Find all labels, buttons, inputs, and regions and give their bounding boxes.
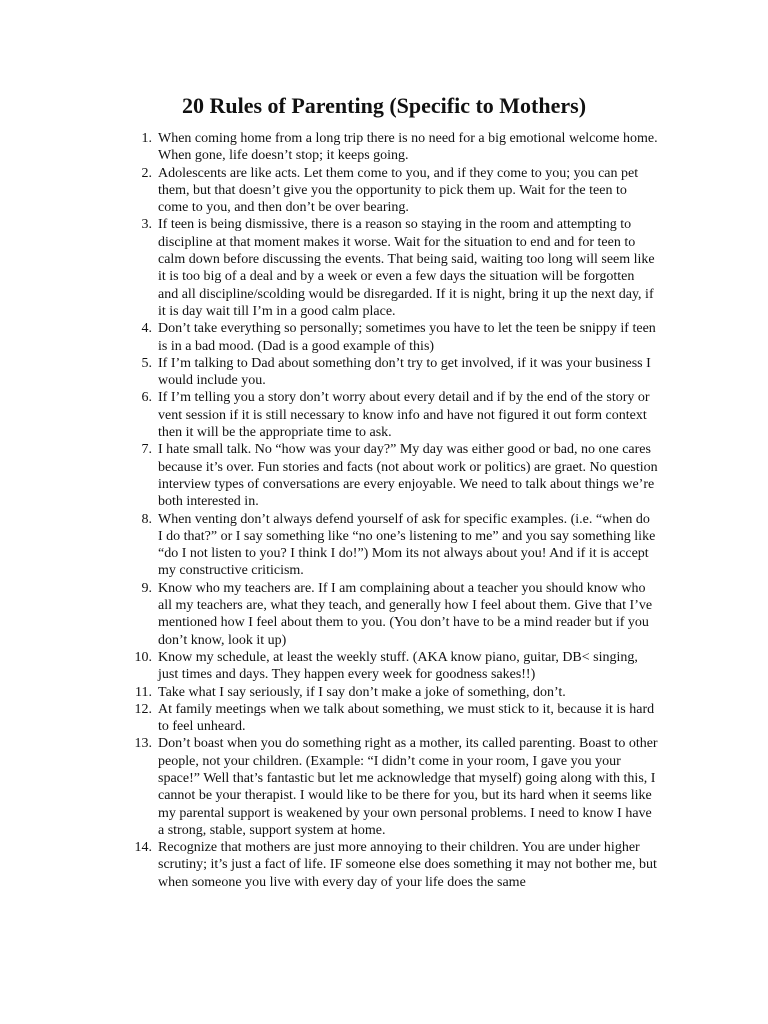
rule-item-8 (0, 511, 658, 580)
rule-text: Don’t boast when you do something right as a mother, its called parenting. Boast to other people, not your children. (Example: “I didn’t come in your room, I gave you your space!” Well that’s fantastic but let me acknowledge that myself) going along with this, I cannot be your therapist. I would like to be there for you, but its hard when it seems like my parental support is weakened by your own personal problems. I need to know I have a strong, stable, support system at home. (158, 736, 658, 838)
rule-text: I hate small talk. No “how was your day?” My day was either good or bad, no one cares because it’s over. Fun stories and facts (not about work or politics) are graet. No question interview types of conversations are every enjoyable. We need to talk about things we’re both interested in. (158, 442, 658, 510)
rule-text: Don’t take everything so personally; sometimes you have to let the teen be snippy if teen is in a bad mood. (Dad is a good example of this) (158, 321, 656, 354)
rule-item-10 (0, 649, 658, 684)
rule-text: Adolescents are like acts. Let them come to you, and if they come to you; you can pet them, but that doesn’t give you the opportunity to pick them up. Wait for the teen to come to you, and then don’t be over bearing. (158, 165, 639, 216)
rule-item-14 (0, 839, 658, 891)
rule-item-3 (0, 216, 658, 320)
rule-text: If I’m talking to Dad about something don’t try to get involved, if it was your business I would include you. (158, 355, 651, 389)
rule-text: At family meetings when we talk about something, we must stick to it, because it is hard to feel unheard. (158, 701, 655, 735)
rule-number: 11. (135, 684, 152, 700)
rule-item-12 (0, 701, 658, 736)
rule-item-13 (0, 735, 658, 839)
rule-number: 13. (134, 736, 152, 752)
rule-text: If I’m telling you a story don’t worry about every detail and if by the end of the story or vent session if it is still necessary to know info and have not figured it out form context then it will be the appropriate time to ask. (158, 390, 650, 441)
rule-text: Recognize that mothers are just more annoying to their children. You are under higher scrutiny; it’s just a fact of life. IF someone else does something it may not bother me, but when someone you live with every day of your life does the same (158, 840, 657, 890)
rule-item-4 (0, 320, 658, 355)
rule-item-5 (0, 355, 658, 390)
rule-text: If teen is being dismissive, there is a reason so staying in the room and attempting to discipline at that moment makes it worse. Wait for the situation to end and for teen to calm down before discussing the events. That being said, waiting too long will seem like it is too big of a deal and by a week or even a few days the situation will be forgotten and all discipline/scolding would be disregarded. If it is night, bring it up the next day, if it is day wait till I’m in a good calm place. (158, 217, 655, 319)
rule-number: 9. (141, 580, 152, 596)
rule-item-1 (0, 130, 658, 165)
rule-number: 8. (141, 511, 152, 527)
rule-number: 4. (141, 321, 152, 337)
rule-text: Know my schedule, at least the weekly stuff. (AKA know piano, guitar, DB< singing, just times and days. They happen every week for goodness sakes!!) (158, 649, 638, 683)
rule-number: 5. (141, 355, 152, 371)
rule-text: When venting don’t always defend yourself of ask for specific examples. (i.e. “when do I do that?” or I say something like “no one’s listening to me” and you say something like “do I not listen to you? I think I do!”) Mom its not always about you! And if it is accept my constructive criticism. (158, 511, 656, 579)
rule-item-7 (0, 441, 658, 510)
rule-item-11 (0, 684, 658, 701)
rule-number: 1. (141, 131, 152, 146)
rule-number: 12. (134, 701, 152, 717)
rule-number: 6. (141, 390, 152, 406)
rule-item-9 (0, 580, 658, 649)
document-title: 20 Rules of Parenting (Specific to Mothers) (181, 93, 587, 118)
rules-list (0, 130, 768, 891)
rule-number: 10. (134, 649, 152, 665)
rule-number: 3. (141, 217, 152, 233)
rule-item-2 (0, 165, 658, 217)
rule-item-6 (0, 389, 658, 441)
rule-text: When coming home from a long trip there is no need for a big emotional welcome home. When gone, life doesn’t stop; it keeps going. (158, 131, 658, 164)
rule-text: Take what I say seriously, if I say don’t make a joke of something, don’t. (158, 684, 566, 700)
rule-number: 2. (141, 165, 152, 181)
rule-text: Know who my teachers are. If I am complaining about a teacher you should know who all my teachers are, what they teach, and generally how I feel about them. Give that I’ve mentioned how I feel about them to you. (You don’t have to be a mind reader but if you don’t know, look it up) (158, 580, 653, 648)
rule-number: 7. (141, 442, 152, 458)
rule-number: 14. (134, 840, 152, 856)
